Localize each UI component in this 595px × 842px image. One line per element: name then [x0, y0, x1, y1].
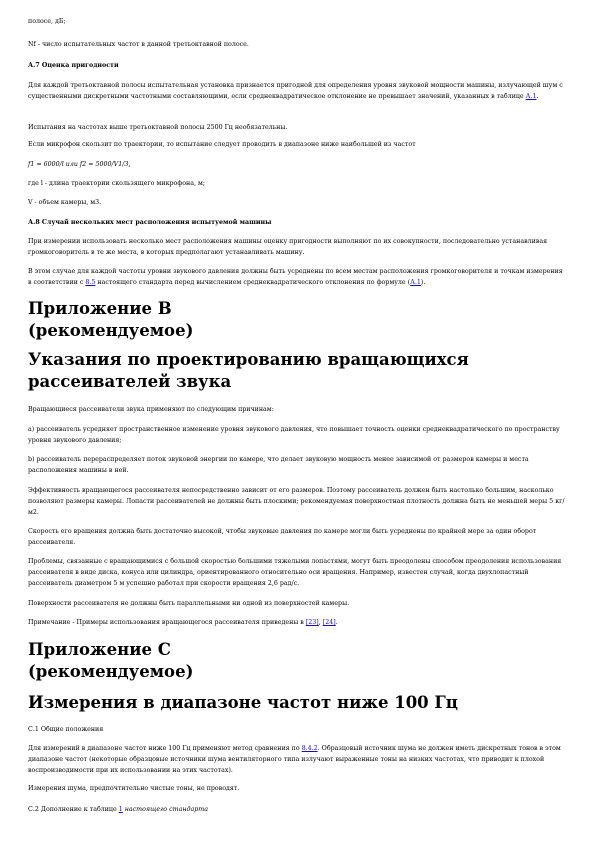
paragraph-text: В этом случае для каждой частоты уровни звукового давления должны быть усреднены по всем местам расположения громкоговорителя и точкам измерения в соответствии с	[28, 268, 563, 286]
paragraph-text: настоящего стандарта перед вычислением среднеквадратического отклонения по формуле (	[95, 279, 411, 286]
paragraph-text: Если микрофон скользит по траектории, то испытание следует проводить в диапазоне ниже наибольшей из частот	[28, 141, 416, 148]
paragraph-text: Вращающиеся рассеиватели звука применяют по следующим причинам:	[28, 406, 274, 413]
paragraph-text: полосе, дБ;	[28, 18, 66, 25]
paragraph-text: Проблемы, связанные с вращающимися с большой скоростью большими тяжелыми лопастями, могут быть преодолены способом преодоления использования рассеивателя в виде диска, конуса или цилиндра, ориентированного относительно оси вращения. Например, известен случай, когда двухлопастный рассеиватель диаметром 5 м успешно работал при скорости вращения 2,6 рад/с.	[28, 558, 562, 587]
paragraph-text: Поверхности рассеивателя не должны быть параллельными ни одной из поверхностей камеры.	[28, 600, 350, 607]
paragraph-text: Для измерений в диапазоне частот ниже 100 Гц применяют метод сравнения по	[28, 745, 302, 752]
paragraph-text	[28, 266, 568, 288]
paragraph-text: Nf - число испытательных частот в данной третьоктавной полосе.	[28, 41, 249, 48]
section-heading-text: С.2 Дополнение к таблице	[28, 806, 119, 813]
table-link[interactable]: 1	[118, 806, 123, 813]
section-link[interactable]: 8.4.2	[301, 745, 318, 752]
section-heading: С.1 Общие положения	[28, 726, 104, 733]
table-link[interactable]: А.1	[525, 93, 537, 100]
paragraph-text	[28, 80, 568, 102]
paragraph-text	[28, 743, 568, 776]
paragraph-text: V - объем камеры, м3.	[28, 199, 102, 206]
punctuation: .	[335, 619, 338, 626]
paragraph-text: Испытания на частотах выше третьоктавной полосы 2500 Гц необязательны.	[28, 124, 288, 131]
appendix-heading: Приложение С (рекомендуемое)	[28, 640, 194, 681]
reference-link[interactable]: [24]	[322, 619, 336, 626]
note-text: Примечание - Примеры использования вращающегося рассеивателя приведены в	[28, 619, 306, 626]
paragraph-text: Эффективность вращающегося рассеивателя непосредственно зависит от его размеров. Поэтому рассеиватель должен быть настолько большим, насколько позволяют размеры камеры. Лопасти рассеивателей не должны быть плоскими; рекомендуемая поверхностная плотность должна быть не меньшей меры 5 кг/м2.	[28, 487, 565, 516]
paragraph-text: где l - длина траектории скользящего микрофона, м;	[28, 180, 206, 187]
section-heading: А.7 Оценка пригодности	[28, 62, 119, 69]
appendix-title: Указания по проектированию вращающихся рассеивателей звука	[28, 350, 469, 391]
section-heading: А.8 Случай нескольких мест расположения испытуемой машины	[28, 219, 272, 226]
paragraph-text: Для каждой третьоктавной полосы испытательная установка признается пригодной для определения уровня звуковой мощности машины, излучающей шум с существенными дискретными частотными составляющими, если среднеквадратическое отклонение не превышает значений, указанных в таблице	[28, 82, 563, 100]
appendix-heading: Приложение В (рекомендуемое)	[28, 299, 194, 340]
punctuation: ).	[420, 279, 426, 286]
note	[28, 617, 568, 628]
list-item: b) рассеиватель перераспределяет поток звуковой энергии по камере, что делает звуковую мощность менее зависимой от размеров камеры и места расположения машины в ней.	[28, 456, 529, 474]
paragraph-text: Скорость его вращения должна быть достаточно высокой, чтобы звуковые давления по камере могли быть усреднены по крайней мере за один оборот рассеивателя.	[28, 528, 537, 546]
section-heading	[28, 804, 568, 815]
formula: f1 = 6000/l или f2 = 5000/V1/3,	[28, 161, 131, 168]
section-heading-text: настоящего стандарта	[122, 806, 209, 813]
reference-link[interactable]: [23]	[305, 619, 319, 626]
list-item: а) рассеиватель усредняет пространственное изменение уровня звукового давления, что повышает точность оценки среднеквадратического по пространству уровня звукового давления;	[28, 426, 560, 444]
section-link[interactable]: 8.5	[85, 279, 96, 286]
paragraph-text: . Образцовый источник шума не должен иметь дискретных тонов в этом диапазоне частот (некоторые образцовые источники шума вентиляторного типа излучают выраженные тоны на низких частотах, что приводит к плохой воспроизводимости при их использовании на этих частотах).	[28, 745, 561, 774]
appendix-title: Измерения в диапазоне частот ниже 100 Гц	[28, 693, 458, 712]
punctuation: ,	[318, 619, 323, 626]
punctuation: .	[536, 93, 539, 100]
paragraph-text: Измерения шума, предпочтительно чистые тоны, не проводят.	[28, 785, 240, 792]
paragraph-text: При измерении использовать несколько мест расположения машины оценку пригодности выполняют по их совокупности, последовательно устанавливая громкоговоритель в те же места, в которых предполагают устанавливать машину.	[28, 238, 548, 256]
formula-link[interactable]: А.1	[410, 279, 421, 286]
